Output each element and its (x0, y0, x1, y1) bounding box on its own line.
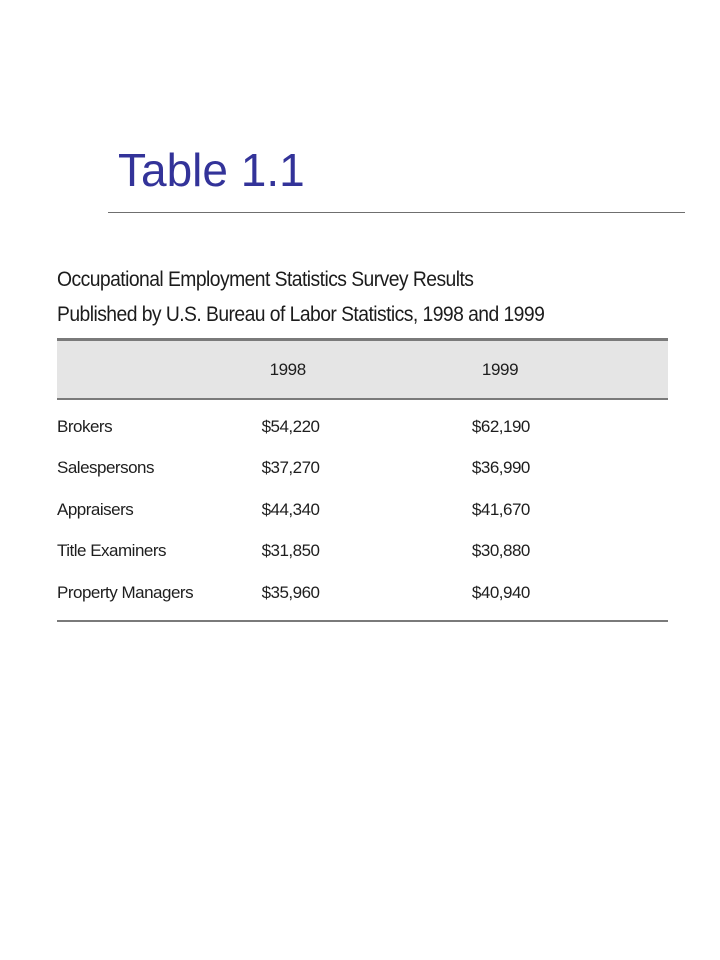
salary-table (57, 338, 668, 622)
table-row (57, 399, 668, 448)
value-1998: $37,270 (261, 458, 320, 478)
row-label: Property Managers (57, 572, 262, 621)
table-caption (57, 262, 627, 332)
value-1999: $41,670 (471, 499, 530, 519)
table-row (57, 531, 668, 573)
header-cell-label (57, 340, 262, 400)
value-1998: $54,220 (261, 416, 320, 436)
value-1998: $31,850 (261, 541, 320, 561)
value-1999: $30,880 (471, 541, 530, 561)
value-1999: $40,940 (472, 572, 668, 621)
row-label: Title Examiners (57, 541, 167, 561)
header-row (57, 340, 668, 400)
value-1998: $44,340 (261, 499, 320, 519)
caption-line-2: Published by U.S. Bureau of Labor Statistics, 1998 and 1999 (57, 303, 545, 326)
value-1999: $62,190 (471, 416, 530, 436)
table-header (57, 340, 668, 400)
caption-line-1: Occupational Employment Statistics Survey Results (57, 268, 474, 291)
table-body (57, 399, 668, 621)
table-row (57, 572, 668, 621)
header-cell-1998: 1998 (262, 340, 472, 400)
value-1998: $35,960 (262, 572, 472, 621)
row-label: Brokers (57, 416, 113, 436)
table-row (57, 448, 668, 490)
row-label: Appraisers (57, 499, 134, 519)
table-row (57, 489, 668, 531)
value-1999: $36,990 (471, 458, 530, 478)
slide-title: Table 1.1 (118, 144, 305, 196)
row-label: Salespersons (57, 458, 155, 478)
header-cell-1999: 1999 (472, 340, 668, 400)
title-divider (108, 212, 685, 213)
